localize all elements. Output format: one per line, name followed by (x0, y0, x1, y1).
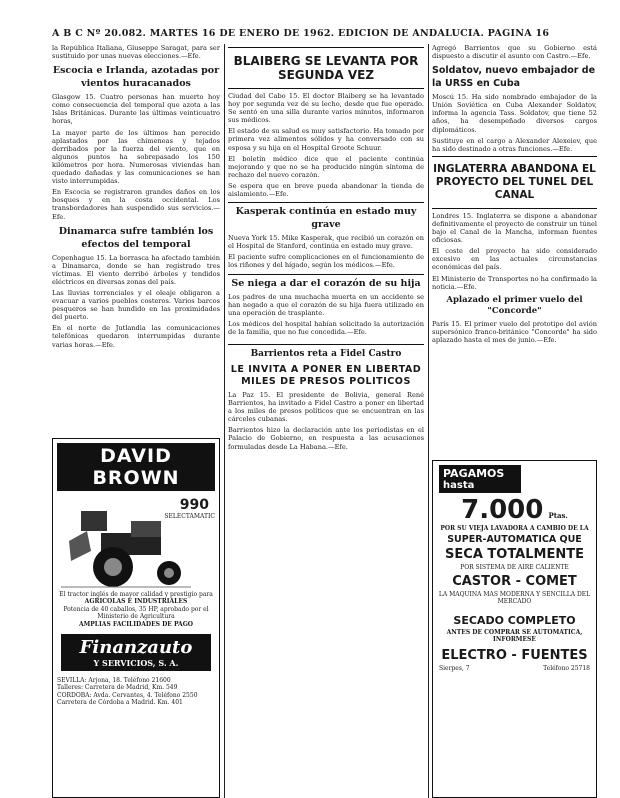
column-center (228, 44, 424, 798)
advert-text: Potencia de 40 caballos, 35 HP, aprobado por el Ministerio de Agricultura (63, 605, 209, 621)
advert-text: LA MAQUINA MAS MODERNA Y SENCILLA DEL MERCADO (438, 590, 591, 606)
article-intro: la República Italiana, Giuseppe Saragat, para ser sustituido por unas nuevas elecciones.—Efe. (52, 44, 220, 61)
column-rule (224, 44, 225, 798)
advert-model-sub: SELECTAMATIC (164, 513, 215, 520)
advert-pagamos-block: PAGAMOS hasta (439, 465, 521, 493)
advert-headline: SECADO COMPLETO (453, 613, 576, 627)
article-paragraph: Las lluvias torrenciales y el oleaje obligaron a evacuar a varios pueblos costeros. Varios barcos pesqueros se han hundido en las proximidades del puerto. (52, 288, 220, 322)
article-paragraph: París 15. El primer vuelo del prototipo del avión supersónico franco-británico "Concorde" ha sido aplazado hasta el mes de junio.—Efe. (432, 319, 597, 344)
article-paragraph: El coste del proyecto ha sido considerado excesivo en las actuales circunstancias económicas del país. (432, 247, 597, 272)
advert-phone: Teléfono 25718 (543, 665, 590, 673)
advert-amount-unit: Ptas. (548, 511, 568, 520)
advert-brand: DAVID BROWN (92, 445, 180, 489)
article-paragraph: Nueva York 15. Mike Kasperak, que recibió un corazón en el Hospital de Stanford, continúa en estado muy grave. (228, 234, 424, 251)
advert-text: AMPLIAS FACILIDADES DE PAGO (78, 620, 194, 628)
page-header: A B C Nº 20.082. MARTES 16 DE ENERO DE 1962. EDICION DE ANDALUCIA. PAGINA 16 (52, 28, 550, 39)
advert-amount: 7.000 (461, 495, 544, 525)
column-left (52, 44, 220, 798)
headline-tunel-canal: INGLATERRA ABANDONA EL PROYECTO DEL TUNEL DEL CANAL (433, 162, 596, 201)
article-paragraph: Los médicos del hospital habían solicitado la autorización de la familia, que no fue concedida.—Efe. (228, 319, 424, 336)
article-paragraph: La mayor parte de los últimos han perecido aplastados por las chimeneas y tejados derribados por la fuerza del viento, que en algunos puntos ha sobrepasado los 150 kilómetros por hora. Numerosas viviendas han quedado dañadas y las comunicaciones se han visto interrumpidas. (52, 128, 220, 186)
article-paragraph: El estado de su salud es muy satisfactorio. Ha tomado por primera vez alimentos sólidos y ha conversado con su esposa y su hija en el Hospital Groote Schuur. (228, 127, 424, 152)
headline-soldatov: Soldatov, nuevo embajador de la URSS en Cuba (432, 65, 596, 90)
article-paragraph: Moscú 15. Ha sido nombrado embajador de la Unión Soviética en Cuba Alexander Soldatov, informa la agencia Tass. Soldatov, que tiene 52 años, ha desempeñado diversos cargos diplomáticos. (432, 93, 597, 134)
column-right (432, 44, 597, 798)
advert-model: 990 (179, 497, 209, 513)
article-paragraph: Sustituye en el cargo a Alexander Alexeiev, que ha sido destinado a otras funciones.—Efe. (432, 136, 597, 153)
article-paragraph: Los padres de una muchacha muerta en un accidente se han negado a que el corazón de su hija fuera utilizado en una operación de trasplante. (228, 292, 424, 317)
article-paragraph: El boletín médico dice que el paciente continúa mejorando y que no se ha producido ningún síntoma de rechazo del nuevo corazón. (228, 154, 424, 179)
advert-address: Talleres: Carretera de Madrid, Km. 549 (57, 684, 178, 692)
tractor-illustration (61, 501, 191, 591)
headline-dinamarca: Dinamarca sufre también los efectos del temporal (58, 225, 214, 250)
article-paragraph: Barrientos hizo la declaración ante los periodistas en el Palacio de Gobierno, en respuesta a las acusaciones formuladas desde La Habana.—Efe. (228, 426, 424, 451)
headline-blaiberg: BLAIBERG SE LEVANTA POR SEGUNDA VEZ (233, 54, 419, 82)
headline-concorde: Aplazado el primer vuelo del "Concorde" (446, 294, 583, 316)
headline-presos: LE INVITA A PONER EN LIBERTAD MILES DE PRESOS POLITICOS (230, 363, 422, 387)
advert-text: SUPER-AUTOMATICA QUE (447, 534, 582, 546)
advert-seca-totalmente (432, 460, 597, 798)
article-paragraph: Londres 15. Inglaterra se dispone a abandonar definitivamente el proyecto de construir un túnel bajo el Canal de la Mancha, informan fuentes oficiosas. (432, 211, 597, 245)
article-paragraph: En Escocia se registraron grandes daños en los bosques y en la costa occidental. Los transbordadores han suspendido sus servicios.—Efe. (52, 188, 220, 221)
article-paragraph: Glasgow 15. Cuatro personas han muerto hoy como consecuencia del temporal que azota a las Islas Británicas. Durante las últimas veinticuatro horas, (52, 93, 220, 126)
advert-text: POR SU VIEJA LAVADORA A CAMBIO DE LA (440, 525, 589, 532)
article-paragraph: Se espera que en breve pueda abandonar la tienda de aislamiento.—Efe. (228, 181, 424, 199)
headline-escocia: Escocia e Irlanda, azotadas por vientos huracanados (52, 65, 220, 90)
advert-shop-name: ELECTRO - FUENTES (441, 648, 588, 664)
article-paragraph: En el norte de Jutlandia las comunicaciones telefónicas quedaron interrumpidas durante varias horas.—Efe. (52, 324, 220, 349)
advert-text: El tractor inglés de mayor calidad y prestigio para (59, 591, 213, 598)
advert-address: Sierpes, 7 (439, 665, 470, 673)
article-paragraph: La Paz 15. El presidente de Bolivia, general René Barrientos, ha invitado a Fidel Castro a poner en libertad a los miles de presos políticos que se encuentran en las cárceles cubanas. (228, 390, 424, 424)
article-intro: Agregó Barrientos que su Gobierno está dispuesto a discutir el asunto con Castro.—Efe. (432, 44, 597, 61)
advert-address: SEVILLA: Arjona, 18. Teléfono 21600 (57, 677, 171, 685)
headline-kasperak: Kasperak continúa en estado muy grave (228, 202, 424, 231)
advert-address: CORDOBA: Avda. Cervantes, 4. Teléfono 2550 (57, 691, 198, 699)
column-rule (428, 44, 429, 798)
headline-barrientos: Barrientos reta a Fidel Castro (228, 344, 424, 361)
article-paragraph: Ciudad del Cabo 15. El doctor Blaiberg se ha levantado hoy por segunda vez de su lecho, desde que fue operado. Se sentó en una silla durante varios minutos, informaron sus médicos. (228, 92, 424, 125)
advert-text: POR SISTEMA DE AIRE CALIENTE (460, 564, 569, 572)
advert-finanzauto-logo: Finanzauto Y SERVICIOS, S. A. (61, 634, 211, 671)
article-paragraph: Copenhague 15. La borrasca ha afectado también a Dinamarca, donde se han registrado tres víctimas. El viento derribó árboles y tendidos eléctricos en diversas zonas del país. (52, 253, 220, 286)
advert-david-brown (52, 438, 220, 798)
advert-brand: CASTOR - COMET (452, 573, 577, 589)
advert-headline: SECA TOTALMENTE (445, 547, 584, 563)
article-paragraph: El Ministerio de Transportes no ha confirmado la noticia.—Efe. (432, 274, 597, 291)
advert-text: AGRICOLAS E INDUSTRIALES (84, 598, 188, 606)
advert-text: ANTES DE COMPRAR SE AUTOMATICA, INFORMESE (446, 628, 583, 644)
article-paragraph: El paciente sufre complicaciones en el funcionamiento de los riñones y del hígado, según los médicos.—Efe. (228, 253, 424, 270)
headline-corazon-hija: Se niega a dar el corazón de su hija (228, 274, 424, 290)
advert-address: Carretera de Córdoba a Madrid. Km. 401 (57, 699, 183, 707)
